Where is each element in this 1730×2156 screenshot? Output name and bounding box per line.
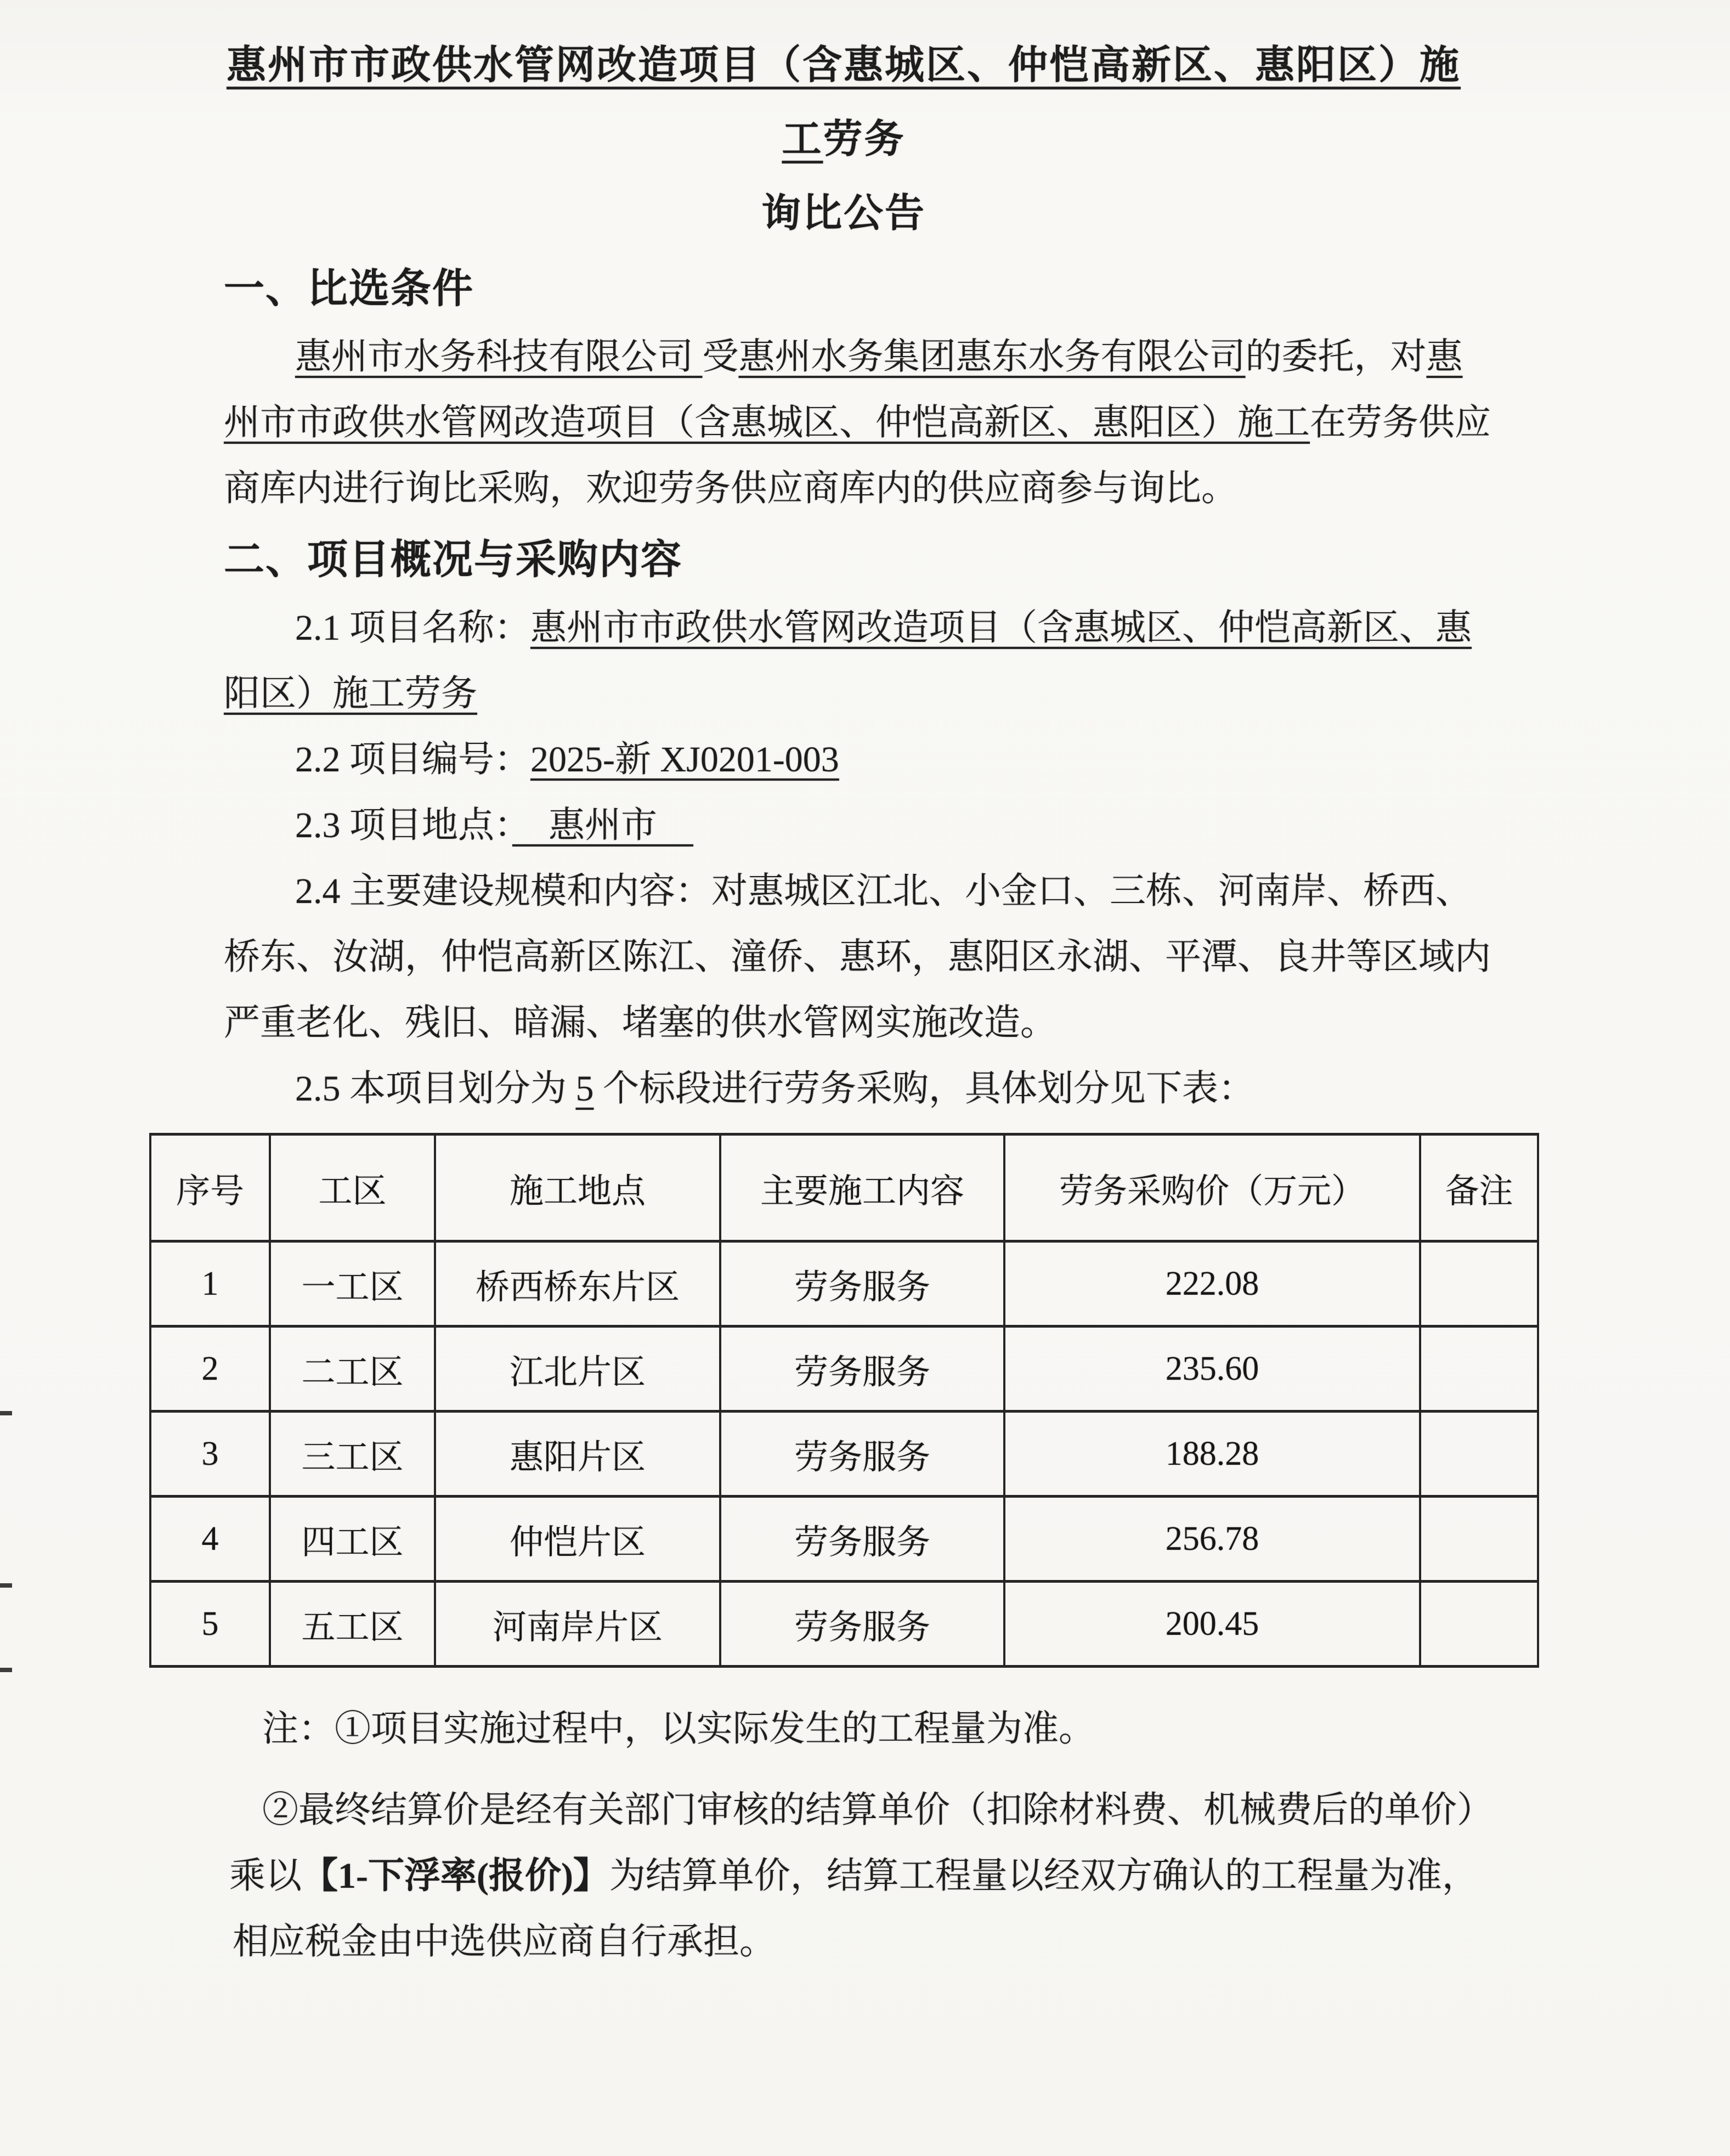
cell-location: 仲恺片区 (435, 1497, 720, 1582)
project-name-continued: 州市市政供水管网改造项目（含惠城区、仲恺高新区、惠阳区）施工 (224, 403, 1310, 443)
header-cell-no: 序号 (150, 1135, 270, 1241)
cell-price: 256.78 (1004, 1497, 1420, 1582)
cell-remark (1420, 1582, 1538, 1667)
project-location: 惠州市 (512, 805, 693, 845)
cell-location: 惠阳片区 (435, 1412, 720, 1497)
note-1: 注：①项目实施过程中，以实际发生的工程量为准。 (262, 1709, 1095, 1749)
table-row (150, 1497, 1538, 1582)
item-2-4-line-3: 严重老化、残旧、暗漏、堵塞的供水管网实施改造。 (224, 1003, 1056, 1043)
lot-count: 5 (575, 1069, 594, 1109)
project-name-start: 惠 (1426, 337, 1463, 377)
cell-zone: 二工区 (270, 1327, 435, 1412)
header-cell-location: 施工地点 (435, 1135, 720, 1241)
note-2-text: 乘以 (229, 1856, 302, 1896)
cell-content: 劳务服务 (720, 1327, 1004, 1412)
cell-zone: 四工区 (270, 1497, 435, 1582)
cell-remark (1420, 1412, 1538, 1497)
doc-title-line-1 (149, 29, 1538, 103)
section-1-heading: 一、比选条件 (224, 267, 474, 312)
header-cell-price: 劳务采购价（万元） (1004, 1135, 1420, 1241)
cell-no: 4 (150, 1497, 270, 1582)
table-row (150, 1582, 1538, 1667)
item-2-4-line-1: 2.4 主要建设规模和内容：对惠城区江北、小金口、三栋、河南岸、桥西、 (295, 871, 1472, 911)
table-row (150, 1327, 1538, 1412)
cell-remark (1420, 1497, 1538, 1582)
note-2-line-2 (229, 1843, 1538, 1909)
cell-price: 235.60 (1004, 1327, 1420, 1412)
table-row (150, 1241, 1538, 1327)
cell-no: 2 (150, 1327, 270, 1412)
table-row (150, 1412, 1538, 1497)
cell-zone: 一工区 (270, 1241, 435, 1327)
doc-title-line-1-text: 惠州市市政供水管网改造项目（含惠城区、仲恺高新区、惠阳区）施 (226, 43, 1461, 87)
item-2-1-line-2 (224, 661, 1538, 727)
scan-artifact-tick (0, 1668, 12, 1672)
doc-title-line-2-rest: 劳务 (823, 117, 906, 161)
item-2-4-line-2: 桥东、汝湖，仲恺高新区陈江、潼侨、惠环，惠阳区永湖、平潭、良井等区域内 (224, 937, 1491, 977)
header-cell-content: 主要施工内容 (720, 1135, 1004, 1241)
item-2-5 (224, 1056, 1538, 1122)
section-1-paragraph-line-3: 商库内进行询比采购，欢迎劳务供应商库内的供应商参与询比。 (224, 469, 1237, 509)
paragraph-text: 的委托，对 (1245, 337, 1427, 377)
paragraph-text: 受 (702, 337, 739, 377)
scan-artifact-tick (0, 1411, 12, 1415)
item-2-5-text: 2.5 本项目划分为 (295, 1069, 576, 1109)
item-2-2-label: 2.2 项目编号： (295, 740, 530, 780)
cell-location: 桥西桥东片区 (435, 1241, 720, 1327)
client-company-name: 惠州水务集团惠东水务有限公司 (738, 337, 1246, 377)
item-2-5-text-rest: 个标段进行劳务采购，具体划分见下表： (593, 1069, 1254, 1109)
item-2-1-label: 2.1 项目名称： (295, 608, 530, 648)
item-2-2 (224, 727, 1538, 793)
cell-content: 劳务服务 (720, 1582, 1004, 1667)
cell-remark (1420, 1327, 1538, 1412)
table-header-row (150, 1135, 1538, 1241)
cell-location: 江北片区 (435, 1327, 720, 1412)
doc-subtitle: 询比公告 (761, 191, 926, 235)
section-1-paragraph-line-2 (224, 390, 1538, 456)
scan-artifact-tick (0, 1583, 12, 1588)
cell-zone: 三工区 (270, 1412, 435, 1497)
note-2-line-1: ②最终结算价是经有关部门审核的结算单价（扣除材料费、机械费后的单价） (262, 1790, 1493, 1830)
item-2-1-value-continued: 阳区）施工劳务 (224, 674, 477, 714)
note-2-text-rest: 为结算单价，结算工程量以经双方确认的工程量为准， (609, 1856, 1478, 1896)
cell-no: 3 (150, 1412, 270, 1497)
section-1-paragraph-line-1 (224, 324, 1538, 390)
header-cell-zone: 工区 (270, 1135, 435, 1241)
project-number: 2025-新 XJ0201-003 (530, 740, 839, 780)
cell-no: 1 (150, 1241, 270, 1327)
cell-price: 188.28 (1004, 1412, 1420, 1497)
doc-title-line-2 (149, 103, 1538, 177)
cell-zone: 五工区 (270, 1582, 435, 1667)
item-2-1-value: 惠州市市政供水管网改造项目（含惠城区、仲恺高新区、惠 (530, 608, 1472, 648)
note-2-line-3: 相应税金由中选供应商自行承担。 (233, 1922, 776, 1962)
settlement-formula: 【1-下浮率(报价)】 (302, 1856, 609, 1896)
cell-price: 222.08 (1004, 1241, 1420, 1327)
paragraph-text: 在劳务供应 (1310, 403, 1491, 443)
cell-location: 河南岸片区 (435, 1582, 720, 1667)
header-cell-remark: 备注 (1420, 1135, 1538, 1241)
cell-price: 200.45 (1004, 1582, 1420, 1667)
cell-content: 劳务服务 (720, 1497, 1004, 1582)
item-2-3 (224, 793, 1538, 859)
item-2-3-label: 2.3 项目地点： (295, 805, 512, 845)
item-2-1-line-1 (224, 595, 1538, 661)
cell-content: 劳务服务 (720, 1412, 1004, 1497)
document-content (149, 29, 1538, 1975)
cell-remark (1420, 1241, 1538, 1327)
lots-table (149, 1133, 1539, 1668)
cell-content: 劳务服务 (720, 1241, 1004, 1327)
cell-no: 5 (150, 1582, 270, 1667)
section-2-heading: 二、项目概况与采购内容 (224, 538, 682, 583)
doc-title-line-2-underlined: 工 (782, 117, 823, 161)
agent-company-name: 惠州市水务科技有限公司 (295, 337, 703, 377)
